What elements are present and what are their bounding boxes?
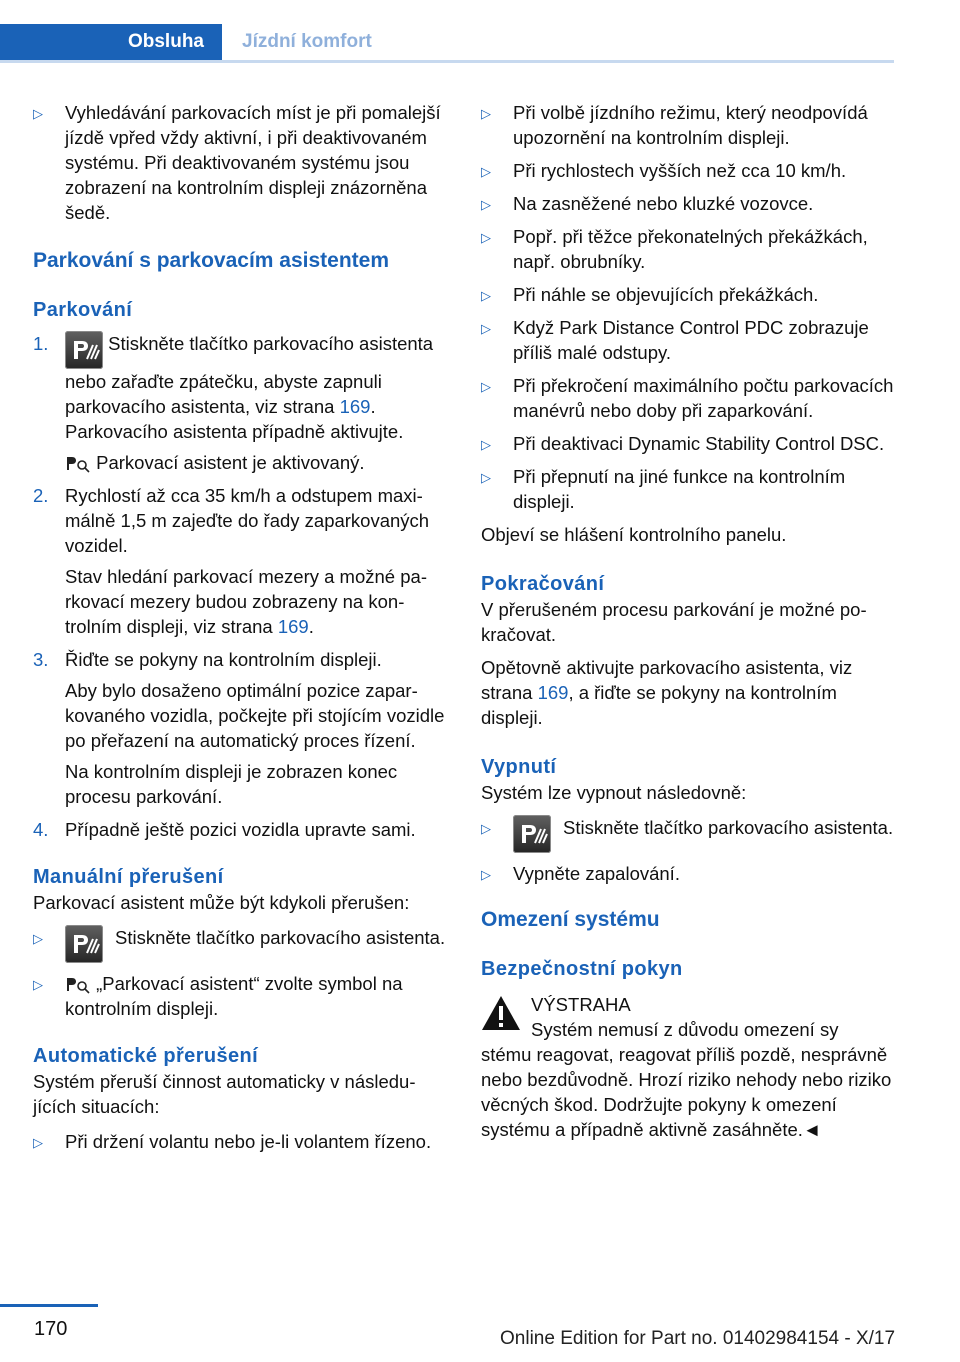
bullet-text: Při překročení maximálního počtu parkovacích manévrů nebo doby při zaparkování. (513, 375, 894, 421)
bullet-text: Popř. při těžce překonatelných překážkách, např. obrubníky. (513, 226, 868, 272)
triangle-marker-icon: ▷ (481, 230, 491, 245)
bullet-item (481, 282, 899, 307)
bullet-text: Při přepnutí na jiné funkce na kontrolním displeji. (513, 466, 846, 512)
bullet-item (33, 100, 451, 225)
step-subtext: Aby bylo dosaženo optimální pozice zaparkovaného vozidla, počkejte při stojícím vozidle po přeřazení na automatický proces řízení. (65, 680, 445, 751)
warning-text: stému reagovat, reagovat příliš pozdě, nesprávně nebo bezdůvodně. Hrozí riziko nehody nebo riziko věcných škod. Dodržujte pokyny k omezení systému a případně aktivně zasáhněte.◄ (481, 1044, 892, 1140)
triangle-marker-icon: ▷ (481, 379, 491, 394)
triangle-marker-icon: ▷ (481, 867, 491, 882)
triangle-marker-icon: ▷ (33, 106, 43, 121)
heading-automatic-interruption: Automatické přerušení (33, 1045, 259, 1067)
heading-parking-assistant: Parkování s parkovacím asistentem (33, 249, 390, 272)
paragraph-text: Opětovně aktivujte parkovacího asistenta, viz strana (481, 657, 853, 703)
triangle-marker-icon: ▷ (481, 321, 491, 336)
bullet-text: Stiskněte tlačítko parkovacího asistenta. (563, 817, 894, 838)
bullet-item (33, 1129, 451, 1154)
parking-assistant-symbol-icon (65, 976, 91, 994)
heading-safety-note: Bezpečnostní pokyn (481, 958, 683, 980)
step-subtext-label: Stav hledání parkovací mezery a možné parkovací mezery budou zobrazeny na kontrolním displeji, viz strana (65, 566, 427, 637)
bullet-item (481, 861, 899, 886)
bullet-text: Při držení volantu nebo je-li volantem řízeno. (65, 1131, 432, 1152)
bullet-item (33, 971, 451, 1021)
triangle-marker-icon: ▷ (481, 821, 491, 836)
step-subtext-end: . (308, 616, 314, 637)
bullet-text: Při náhle se objevujících překážkách. (513, 284, 819, 305)
parking-assistant-button-icon (513, 815, 551, 853)
step-subtext (65, 564, 451, 639)
step-3 (33, 647, 451, 809)
heading-parking: Parkování (33, 299, 133, 321)
heading-system-limits: Omezení systému (481, 908, 660, 931)
heading-switch-off: Vypnutí (481, 756, 557, 778)
page-number: 170 (34, 1318, 68, 1340)
step-2 (33, 483, 451, 639)
bullet-item (33, 925, 451, 963)
paragraph-text-end: , a řiďte se pokyny na kontrolním displeji. (481, 682, 837, 728)
triangle-marker-icon: ▷ (33, 931, 43, 946)
warning-text: Systém nemusí z důvodu omezení sy (531, 1019, 839, 1040)
triangle-marker-icon: ▷ (481, 197, 491, 212)
step-text: Případně ještě pozici vozidla upravte sami. (65, 819, 416, 840)
step-4 (33, 817, 451, 842)
paragraph: Objeví se hlášení kontrolního panelu. (481, 524, 787, 545)
step-number: 1. (33, 333, 49, 354)
bullet-item (481, 191, 899, 216)
step-number: 3. (33, 649, 49, 670)
footer-edition: Online Edition for Part no. 01402984154 - X/17 (500, 1328, 896, 1349)
bullet-item (481, 158, 899, 183)
step-text: Rychlostí až cca 35 km/h a odstupem maximálně 1,5 m zajeďte do řady zaparkovaných vozidel. (65, 485, 430, 556)
bullet-text: Když Park Distance Control PDC zobrazuje příliš malé odstupy. (513, 317, 869, 363)
warning-box (481, 992, 899, 1042)
triangle-marker-icon: ▷ (481, 288, 491, 303)
page-link-169[interactable]: 169 (277, 616, 309, 637)
page-link-169[interactable]: 169 (537, 682, 569, 703)
step-1 (33, 331, 451, 475)
left-column (33, 100, 451, 1162)
step-subtext-label: Parkovací asistent je aktivovaný. (91, 452, 365, 473)
step-subtext: Parkovacího asistenta případně aktivujte. (65, 421, 404, 442)
triangle-marker-icon: ▷ (481, 164, 491, 179)
bullet-text: Vyhledávání parkovacích míst je při pomalejší jízdě vpřed vždy aktivní, i při deaktivovaném systému. Při deaktivovaném systému jsou zobrazení na kontrolním displeji znázorněna šedě. (65, 102, 441, 223)
right-column (481, 100, 899, 1142)
page-link-169[interactable]: 169 (339, 396, 371, 417)
bullet-text: Na zasněžené nebo kluzké vozovce. (513, 193, 814, 214)
bullet-item (481, 464, 899, 514)
paragraph: Systém lze vypnout následovně: (481, 782, 747, 803)
bullet-item (481, 224, 899, 274)
bullet-item (481, 315, 899, 365)
step-number: 4. (33, 819, 49, 840)
bullet-item (481, 373, 899, 423)
bullet-item (481, 815, 899, 853)
step-subtext (65, 450, 451, 475)
bullet-text: Vypněte zapalování. (513, 863, 680, 884)
bullet-text: Stiskněte tlačítko parkovacího asistenta. (115, 927, 446, 948)
triangle-marker-icon: ▷ (481, 470, 491, 485)
triangle-marker-icon: ▷ (33, 977, 43, 992)
parking-assistant-symbol-icon (65, 455, 91, 473)
step-text: Řiďte se pokyny na kontrolním displeji. (65, 649, 382, 670)
bullet-item (481, 431, 899, 456)
step-number: 2. (33, 485, 49, 506)
triangle-marker-icon: ▷ (33, 1135, 43, 1150)
paragraph: Parkovací asistent může být kdykoli přerušen: (33, 892, 410, 913)
paragraph: Systém přeruší činnost automaticky v následujících situacích: (33, 1071, 416, 1117)
step-text: Stiskněte tlačítko parkovacího asistenta nebo zařaďte zpátečku, abyste zapnuli parkovacího asistenta, viz strana (65, 333, 434, 417)
bullet-text: Při deaktivaci Dynamic Stability Control DSC. (513, 433, 885, 454)
bullet-item (481, 100, 899, 150)
triangle-marker-icon: ▷ (481, 106, 491, 121)
triangle-marker-icon: ▷ (481, 437, 491, 452)
warning-triangle-icon (481, 994, 521, 1032)
warning-title: VÝSTRAHA (531, 994, 631, 1015)
tab-obsluha[interactable]: Obsluha (0, 24, 222, 60)
bullet-text: Při rychlostech vyšších než cca 10 km/h. (513, 160, 847, 181)
heading-continuation: Pokračování (481, 573, 605, 595)
paragraph: V přerušeném procesu parkování je možné pokračovat. (481, 599, 867, 645)
heading-manual-interruption: Manuální přerušení (33, 866, 224, 888)
step-text-end: . (370, 396, 376, 417)
bullet-text: Při volbě jízdního režimu, který neodpovídá upozornění na kontrolním displeji. (513, 102, 868, 148)
page-number-rule (0, 1304, 98, 1307)
tab-underline (0, 60, 894, 63)
parking-assistant-button-icon (65, 925, 103, 963)
bullet-text: „Parkovací asistent“ zvolte symbol na kontrolním displeji. (65, 973, 403, 1019)
section-tab-bar (0, 24, 894, 63)
tab-jizdni-komfort[interactable]: Jízdní komfort (242, 31, 372, 52)
step-subtext: Na kontrolním displeji je zobrazen konec procesu parkování. (65, 761, 398, 807)
parking-assistant-button-icon (65, 331, 103, 369)
paragraph (481, 655, 899, 730)
